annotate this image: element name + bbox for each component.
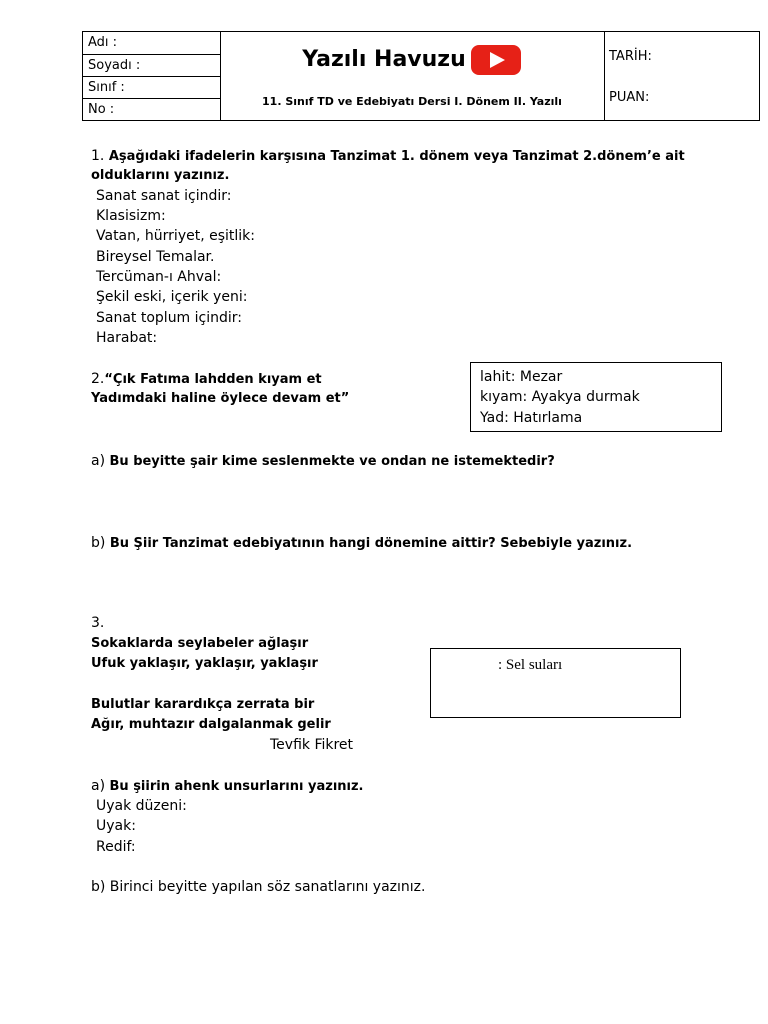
date-label: TARİH: <box>609 49 652 64</box>
surname-field[interactable]: Soyadı : <box>83 54 220 76</box>
glossary-item: kıyam: Ayakya durmak <box>480 389 640 405</box>
number-field[interactable]: No : <box>83 98 220 120</box>
q1-prompt <box>91 146 685 167</box>
q3-a-text: Bu şiirin ahenk unsurlarını yazınız. <box>109 779 364 794</box>
q2-b-label: b) <box>91 535 106 551</box>
glossary-item: lahit: Mezar <box>480 369 563 385</box>
brand-title <box>220 44 604 76</box>
q3-number: 3. <box>91 615 105 631</box>
q2-a-label: a) <box>91 453 106 469</box>
q2-part-b <box>91 533 632 554</box>
q1-item: Sanat sanat içindir: <box>96 188 232 204</box>
q1-item: Tercüman-ı Ahval: <box>96 269 222 285</box>
date-score-cell <box>604 32 759 120</box>
q1-item: Vatan, hürriyet, eşitlik: <box>96 228 255 244</box>
q2-number: 2. <box>91 371 105 387</box>
q1-item: Harabat: <box>96 330 158 346</box>
q3-part-b: b) Birinci beyitte yapılan söz sanatlarını yazınız. <box>91 879 426 895</box>
q2-a-text: Bu beyitte şair kime seslenmekte ve ondan ne istemektedir? <box>109 454 555 469</box>
q1-item: Bireysel Temalar. <box>96 249 215 265</box>
q3-verse-line: Bulutlar karardıkça zerrata bir <box>91 697 315 712</box>
q1-item: Sanat toplum içindir: <box>96 310 243 326</box>
q1-number: 1. <box>91 148 105 164</box>
q2-verse-line1 <box>91 369 322 390</box>
q1-prompt-line2: olduklarını yazınız. <box>91 168 230 183</box>
q2-part-a <box>91 451 555 472</box>
student-info-cells <box>83 32 221 120</box>
q1-prompt-line1: Aşağıdaki ifadelerin karşısına Tanzimat 1. dönem veya Tanzimat 2.dönem’e ait <box>108 149 685 164</box>
q1-item: Şekil eski, içerik yeni: <box>96 289 248 305</box>
q2-glossary-box <box>470 362 722 432</box>
name-field[interactable]: Adı : <box>88 35 118 50</box>
q3-a-item: Uyak: <box>96 818 136 834</box>
class-field[interactable]: Sınıf : <box>83 76 220 98</box>
youtube-play-icon <box>470 44 522 76</box>
q3-part-a <box>91 776 364 797</box>
q3-verse-line: Ağır, muhtazır dalgalanmak gelir <box>91 717 331 732</box>
glossary-item: Yad: Hatırlama <box>480 410 583 426</box>
exam-subtitle: 11. Sınıf TD ve Edebiyatı Dersi I. Dönem II. Yazılı <box>262 95 562 108</box>
q3-author: Tevfik Fikret <box>270 737 354 753</box>
header-table <box>82 31 760 121</box>
q3-a-item: Redif: <box>96 839 136 855</box>
q3-verse-line: Ufuk yaklaşır, yaklaşır, yaklaşır <box>91 656 318 671</box>
q3-glossary-box <box>430 648 681 718</box>
q3-verse-line: Sokaklarda seylabeler ağlaşır <box>91 636 309 651</box>
q3-a-label: a) <box>91 778 106 794</box>
brand-text: Yazılı Havuzu <box>302 47 466 72</box>
q3-a-item: Uyak düzeni: <box>96 798 187 814</box>
q2-verse-line2: Yadımdaki haline öylece devam et” <box>91 391 350 406</box>
q2-verse1-text: “Çık Fatıma lahdden kıyam et <box>104 372 322 387</box>
score-label: PUAN: <box>609 90 650 105</box>
q1-item: Klasisizm: <box>96 208 166 224</box>
q2-b-text: Bu Şiir Tanzimat edebiyatının hangi dönemine aittir? Sebebiyle yazınız. <box>109 536 633 551</box>
title-cell <box>220 32 605 120</box>
q3-glossary-text: : Sel suları <box>498 657 563 673</box>
